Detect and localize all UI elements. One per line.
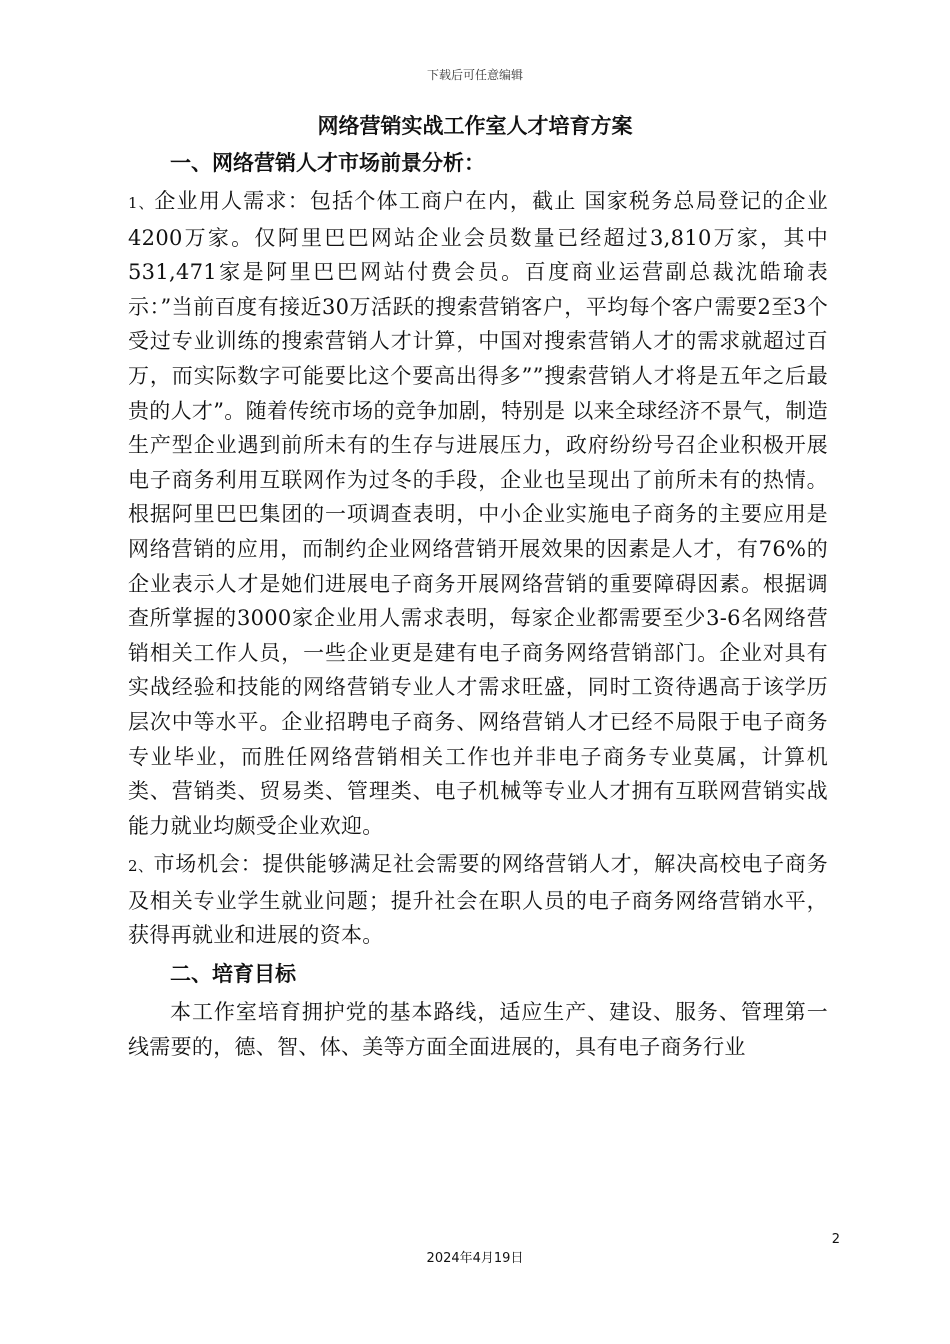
paragraph-text: 市场机会：提供能够满足社会需要的网络营销人才，解决高校电子商务及相关专业学生就业问题；提升社会在职人员的电子商务网络营销水平，获得再就业和进展的资本。 xyxy=(128,852,829,948)
document-body xyxy=(128,146,828,1068)
list-number: 2、 xyxy=(128,857,154,876)
section-heading-training-goal: 二、培育目标 xyxy=(170,961,296,987)
section-heading-market-analysis: 一、网络营销人才市场前景分析： xyxy=(170,150,485,175)
paragraph-training-goal: 本工作室培育拥护党的基本路线，适应生产、建设、服务、管理第一线需要的，德、智、体、美等方面全面进展的，具有电子商务行业 xyxy=(128,1000,828,1059)
paragraph-text: 企业用人需求：包括个体工商户在内，截止 国家税务总局登记的企业4200万家。仅阿里巴巴网站企业会员数量已经超过3,810万家，其中531,471家是阿里巴巴网站付费会员。百度商业运营副总裁沈皓瑜表示：”当前百度有接近30万活跃的搜索营销客户，平均每个客户需要2至3个受过专业训练的搜索营销人才计算，中国对搜索营销人才的需求就超过百万，而实际数字可能要比这个要高出得多””搜索营销人才将是五年之后最贵的人才”。随着传统市场的竞争加剧，特别是 以来全球经济不景气，制造生产型企业遇到前所未有的生存与进展压力，政府纷纷号召企业积极开展电子商务利用互联网作为过冬的手段，企业也呈现出了前所未有的热情。根据阿里巴巴集团的一项调查表明，中小企业实施电子商务的主要应用是网络营销的应用，而制约企业网络营销开展效果的因素是人才，有76%的企业表示人才是她们进展电子商务开展网络营销的重要障碍因素。根据调查所掌握的3000家企业用人需求表明，每家企业都需要至少3-6名网络营销相关工作人员，一些企业更是建有电子商务网络营销部门。企业对具有实战经验和技能的网络营销专业人才需求旺盛，同时工资待遇高于该学历层次中等水平。企业招聘电子商务、网络营销人才已经不局限于电子商务专业毕业，而胜任网络营销相关工作也并非电子商务专业莫属，计算机类、营销类、贸易类、管理类、电子机械等专业人才拥有互联网营销实战能力就业均颇受企业欢迎。 xyxy=(128,189,828,838)
document-title: 网络营销实战工作室人才培育方案 xyxy=(317,113,633,138)
paragraph-market-opportunity xyxy=(128,847,828,953)
header-note: 下载后可任意编辑 xyxy=(426,68,523,82)
list-number: 1、 xyxy=(128,194,155,212)
footer-date: 2024年4月19日 xyxy=(426,1251,524,1266)
page-number: 2 xyxy=(831,1232,840,1247)
paragraph-enterprise-demand xyxy=(128,184,828,843)
